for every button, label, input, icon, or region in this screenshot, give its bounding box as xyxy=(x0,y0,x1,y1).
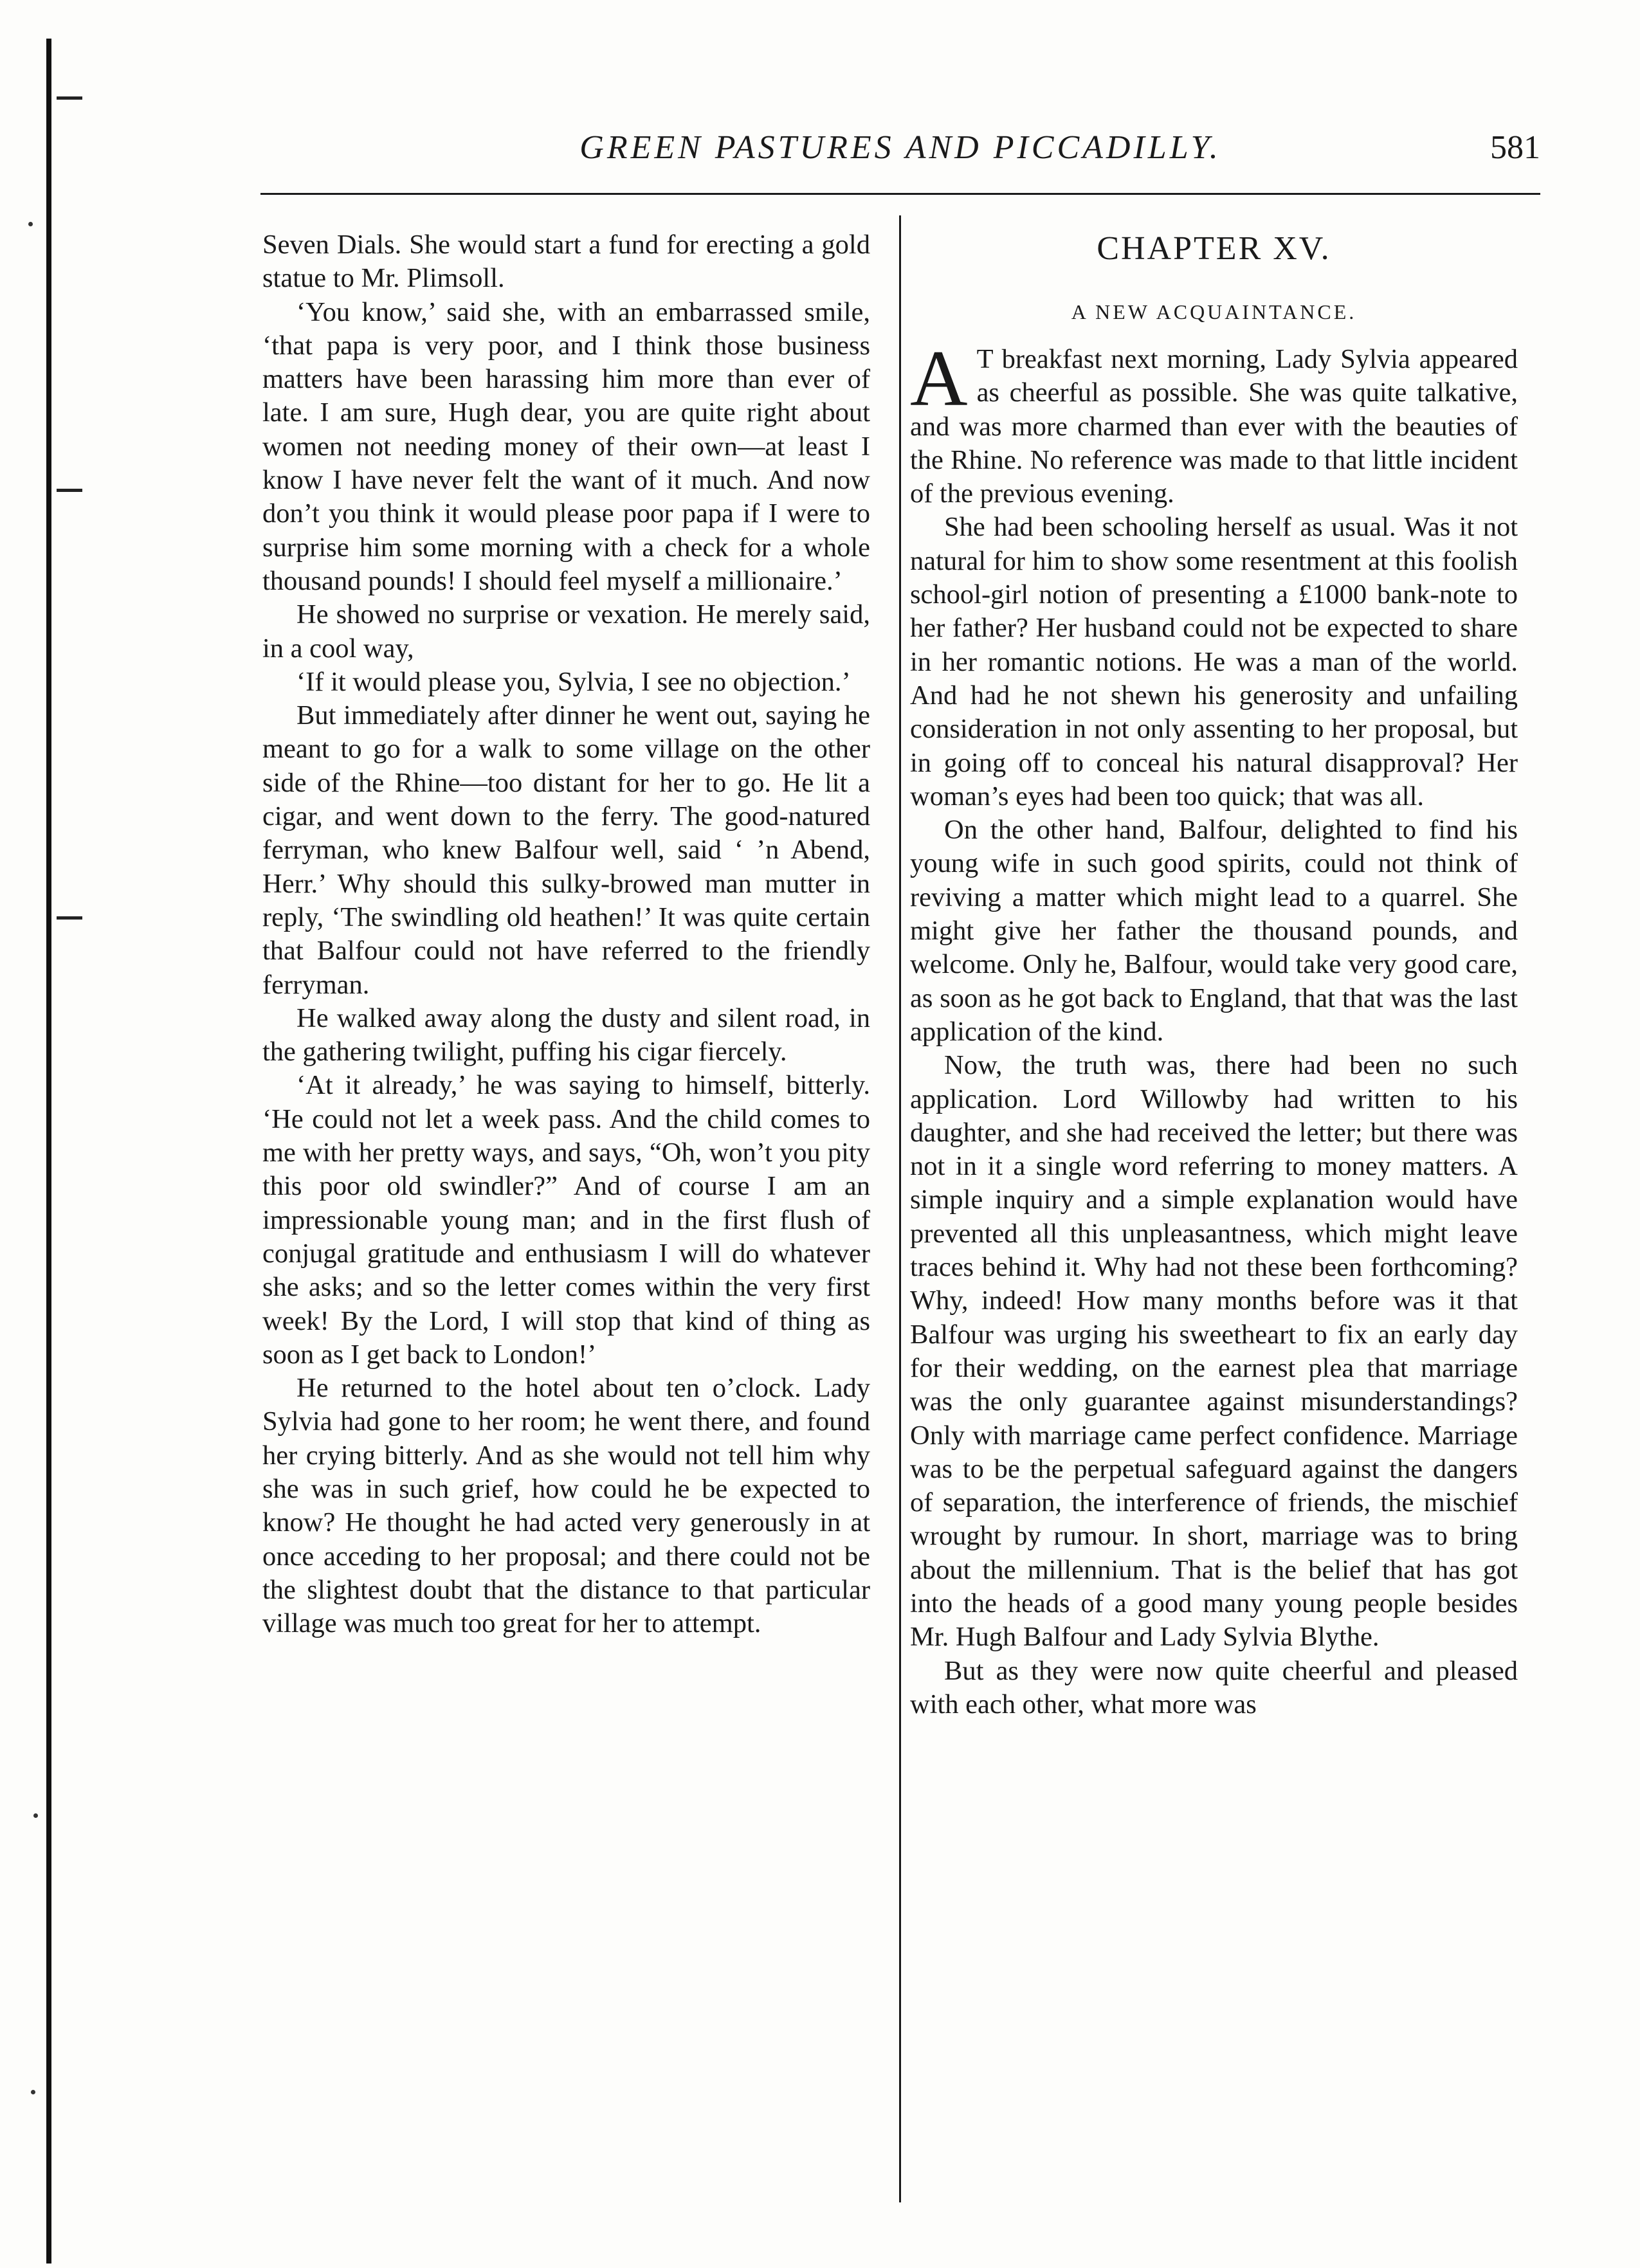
binding-mark xyxy=(57,489,82,492)
margin-speck xyxy=(28,222,33,226)
page-header xyxy=(260,125,1540,170)
chapter-title: CHAPTER XV. xyxy=(1097,230,1331,267)
running-title: GREEN PASTURES AND PICCADILLY. xyxy=(579,129,1221,166)
page-number: 581 xyxy=(1490,129,1540,166)
paragraph: ‘At it already,’ he was saying to himself, bitterly. ‘He could not let a week pass. And the child comes to me with her pretty ways, and says, “Oh, won’t you pity this poor old swindler?” And of course I am an impressionable young man; and in the first flush of conjugal gratitude and enthusiasm I will do whatever she asks; and so the letter comes within the very first week! By the Lord, I will stop that kind of thing as soon as I get back to London!’ xyxy=(262,1070,870,1370)
paragraph: But as they were now quite cheerful and pleased with each other, what more was xyxy=(910,1655,1518,1719)
margin-speck xyxy=(31,2090,35,2094)
opening-paragraph-text: T breakfast next morning, Lady Sylvia appeared as cheerful as possible. She was quite talkative, and was more charmed than ever with the beauties of the Rhine. No reference was made to that little incident of the previous evening. xyxy=(910,344,1518,509)
left-column xyxy=(262,228,870,1640)
paragraph: On the other hand, Balfour, delighted to find his young wife in such good spirits, could not think of reviving a matter which might lead to a quarrel. She might give her father the thousand pounds, and welcome. Only he, Balfour, would take very good care, as soon as he got back to England, that that was the last application of the kind. xyxy=(910,815,1518,1047)
drop-cap: A xyxy=(910,334,968,422)
paragraph: Seven Dials. She would start a fund for erecting a gold statue to Mr. Plimsoll. xyxy=(262,230,870,294)
column-divider xyxy=(899,215,901,2202)
paragraph: Now, the truth was, there had been no such application. Lord Willowby had written to his daughter, and she had received the letter; but there was not in it a single word referring to money matters. A simple inquiry and a simple explanation would have prevented all this unpleasantness, which might leave traces behind it. Why had not these been forthcoming? Why, indeed! How many months before was it that Balfour was urging his sweetheart to fix an early day for their wedding, on the earnest plea that marriage was the only guarantee against misunderstandings? Only with marriage came perfect confidence. Marriage was to be the perpetual safeguard against the dangers of separation, the interference of friends, the mischief wrought by rumour. In short, marriage was to bring about the millennium. That is the belief that has got into the heads of a good many young people besides Mr. Hugh Balfour and Lady Sylvia Blythe. xyxy=(910,1050,1518,1653)
paragraph: But immediately after dinner he went out, saying he meant to go for a walk to some village on the other side of the Rhine—too distant for her to go. He lit a cigar, and went down to the ferry. The good-natured ferryman, who knew Balfour well, said ‘ ’n Abend, Herr.’ Why should this sulky-browed man mutter in reply, ‘The swindling old heathen!’ It was quite certain that Balfour could not have referred to the friendly ferryman. xyxy=(262,700,870,1000)
paragraph: ‘If it would please you, Sylvia, I see no objection.’ xyxy=(296,666,851,697)
paragraph: ‘You know,’ said she, with an embarrassed smile, ‘that papa is very poor, and I think those business matters have been harassing him more than ever of late. I am sure, Hugh dear, you are quite right about women not needing money of their own—at least I know I have never felt the want of it much. And now don’t you think it would please poor papa if I were to surprise him some morning with a check for a whole thousand pounds! I should feel myself a millionaire.’ xyxy=(262,296,870,596)
page-binding-edge xyxy=(46,39,51,2263)
header-rule xyxy=(260,193,1540,195)
binding-mark xyxy=(57,916,82,920)
paragraph: He walked away along the dusty and silent road, in the gathering twilight, puffing his cigar fiercely. xyxy=(262,1002,870,1067)
paragraph: He returned to the hotel about ten o’clock. Lady Sylvia had gone to her room; he went there, and found her crying bitterly. And as she would not tell him why she was in such grief, how could he be expected to know? He thought he had acted very generously in at once acceding to her proposal; and there could not be the slightest doubt that the distance to that particular village was much too great for her to attempt. xyxy=(262,1373,870,1639)
binding-mark xyxy=(57,96,82,100)
paragraph: He showed no surprise or vexation. He merely said, in a cool way, xyxy=(262,599,870,664)
chapter-subtitle: A NEW ACQUAINTANCE. xyxy=(1071,300,1357,323)
opening-paragraph xyxy=(910,334,1518,511)
paragraph: She had been schooling herself as usual. Was it not natural for him to show some resentment at this foolish school-girl notion of presenting a £1000 bank-note to her father? Her husband could not be expected to share in her romantic notions. He was a man of the world. And had he not shewn his generosity and unfailing consideration in not only assenting to her proposal, but in going off to conceal his natural disapproval? Her woman’s eyes had been too quick; that was all. xyxy=(910,512,1518,812)
margin-speck xyxy=(33,1813,38,1818)
right-column xyxy=(910,228,1518,1721)
